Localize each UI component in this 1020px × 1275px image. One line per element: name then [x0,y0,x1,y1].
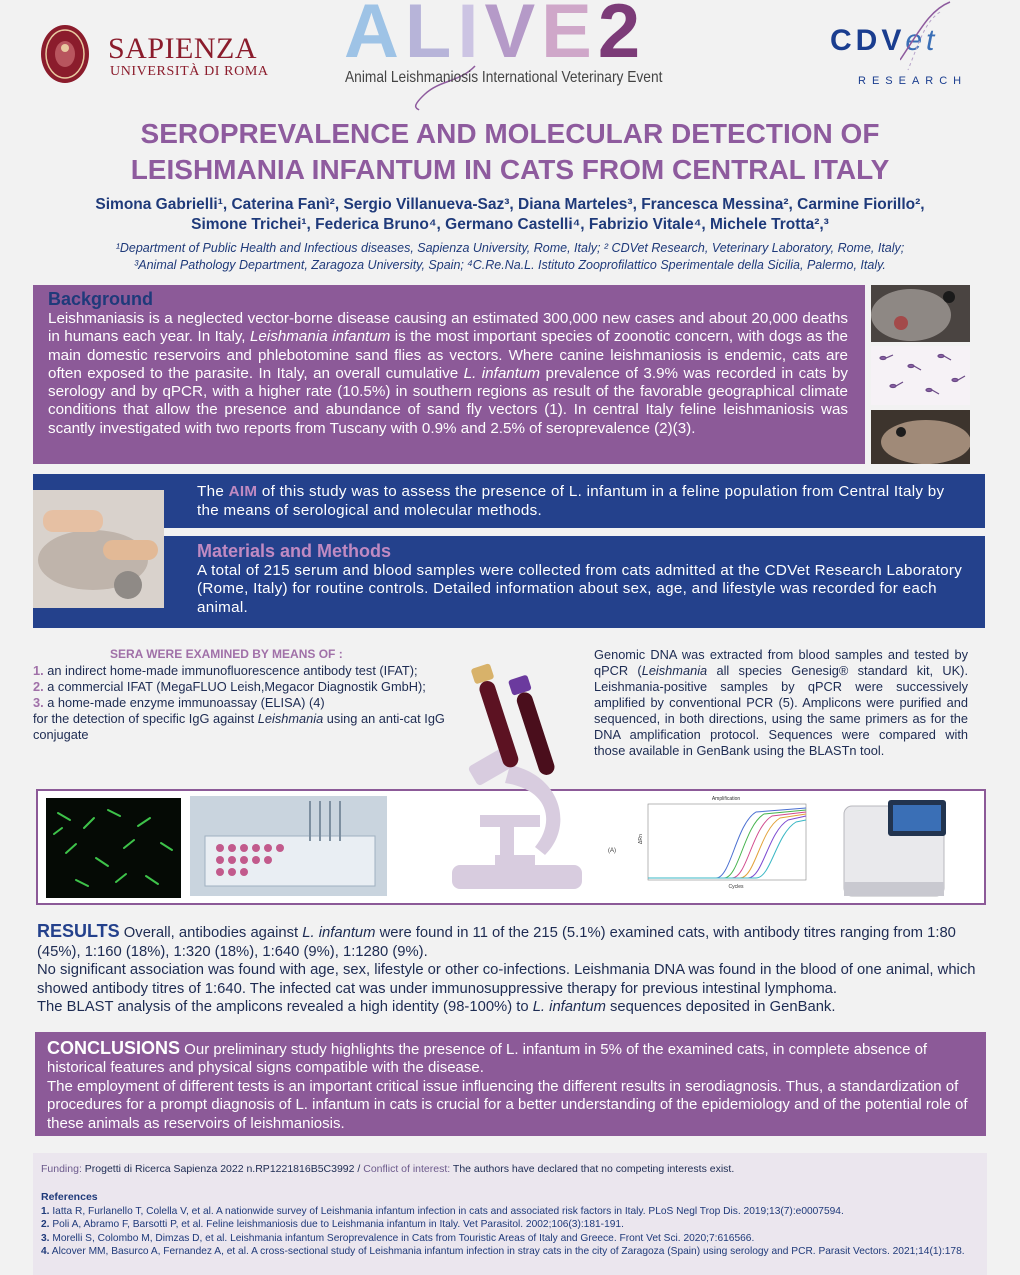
blood-sampling-photo [33,490,164,608]
blood-tubes-icon [468,655,568,785]
affiliations: ¹Department of Public Health and Infectious diseases, Sapienza University, Rome, Italy; ² CDVet Research, Veterinary Laboratory, Rome, Italy; ³Animal Pathology Department, Zaragoza University, Spain; ⁴C.Re.Na.L. Istituto Zooprofilattico Sperimentale della Sicilia, Palermo, Italy. [115,241,905,272]
sera-heading: SERA WERE EXAMINED BY MEANS OF : [110,647,343,661]
list-item: 3. a home-made enzyme immunoassay (ELISA) (4) [33,695,325,710]
list-item: 2. a commercial IFAT (MegaFLUO Leish,Megacor Diagnostik GmbH); [33,679,426,694]
references-heading: References [41,1191,98,1203]
qpcr-amplification-plot [606,794,816,894]
alive2-logo: ALIVE2 [344,0,647,74]
sapienza-subtitle: UNIVERSITÀ DI ROMA [110,64,269,79]
results-section: RESULTS Overall, antibodies against L. infantum were found in 11 of the 215 (5.1%) examined cats, with antibody titres ranging from 1:80 (45%), 1:160 (18%), 1:320 (18%), 1:640 (9%), 1:1280 (9%). No significant association was found with age, sex, lifestyle or other co-infections. Leishmania DNA was found in the blood of one animal, which showed antibody titres of 1:640. The infected cat was under immunosuppressive therapy for previous intestinal lymphoma. The BLAST analysis of the amplicons revealed a high identity (98-100%) to L. infantum sequences deposited in GenBank. [37,922,987,1017]
results-heading: RESULTS [37,921,120,941]
sapienza-name: SAPIENZA [108,32,258,65]
cdvet-subtitle: RESEARCH [858,75,968,87]
list-item: 1. Iatta R, Furlanello T, Colella V, et al. A nationwide survey of Leishmania infantum infection in cats and associated risk factors in Italy. PLoS Negl Trop Dis. 2019;13(7):e0007594. [41,1206,844,1217]
list-item: 1. an indirect home-made immunofluorescence antibody test (IFAT); [33,663,418,678]
methods-heading: Materials and Methods [197,541,392,561]
background-heading: Background [48,289,154,309]
ifat-micrograph [46,798,181,898]
sapienza-seal-logo [40,24,90,84]
elisa-plate-photo [190,796,387,896]
list-item: 3. Morelli S, Colombo M, Dimzas D, et al. Leishmania infantum Seroprevalence in Cats from Touristic Areas of Italy and Greece. Front Vet Sci. 2020;7:616566. [41,1232,755,1244]
qpcr-instrument-photo [838,796,950,900]
references-list [41,1205,971,1259]
plot-title: Amplification [711,796,741,802]
sera-list [33,663,473,743]
panel-label: (A) [608,848,616,854]
parasite-micrograph [871,346,970,405]
conclusions-section: CONCLUSIONS Our preliminary study highlights the presence of L. infantum in 5% of the examined cats, in complete absence of historical features and physical signs compatible with the disease. The employment of different tests is an important critical issue influencing the different results in serodiagnosis. Thus, a standardization of procedures for a prompt diagnosis of L. infantum in cats is crucial for a better understanding of the epidemiology and of the potential role of these animals as reservoirs of leishmaniosis. [47,1038,968,1132]
cdvet-swirl-icon [900,0,960,85]
plot-xlabel: Cycles [728,884,744,890]
conclusions-heading: CONCLUSIONS [47,1038,181,1058]
plot-ylabel: ΔRn [638,834,644,844]
poster-title: SEROPREVALENCE AND MOLECULAR DETECTION OF LEISHMANIA INFANTUM IN CATS FROM CENTRAL ITALY [130,118,890,185]
funding-line: Funding: Progetti di Ricerca Sapienza 2022 n.RP1221816B5C3992 / Conflict of interest: The authors have declared that no competing interests exist. [41,1163,735,1175]
aim-text: The AIM of this study was to assess the presence of L. infantum in a feline population from Central Italy by the means of serological and molecular methods. [197,483,945,519]
background-text: Leishmaniasis is a neglected vector-borne disease causing an estimated 300,000 new cases and about 20,000 deaths in humans each year. In Italy, Leishmania infantum is the most important species of zoonotic concern, with dogs as the main domestic reservoirs and phlebotomine sand flies as vectors. Where canine leishmaniosis is endemic, cats are often exposed to the parasite. In Italy, an overall cumulative L. infantum prevalence of 3.9% was recorded in cats by serology and by qPCR, with a higher rate (10.5%) in southern regions as result of the favorable geographical climate conditions that allow the presence and abundance of sand fly vectors (1). In central Italy feline leishmaniosis was scantly investigated with two reports from Tuscany with 0.9% and 2.5% of seroprevalence (2)(3). [48,310,848,437]
cat-face-photo [871,410,970,464]
event-subtitle: Animal Leishmaniosis International Veterinary Event [345,69,663,86]
cdvet-logo: CDVet [830,24,939,57]
list-item: 4. Alcover MM, Basurco A, Fernandez A, et al. A cross-sectional study of Leishmania infantum infection in stray cats in the city of Zaragoza (Spain) using serology and PCR. Parasit Vectors. 2021;14(1):178. [41,1246,965,1258]
results-text-2: No significant association was found with age, sex, lifestyle or other co-infections. Leishmania DNA was found in the blood of one animal, which showed antibody titres of 1:640. The infected cat was under immunosuppressive therapy for previous intestinal lymphoma. [37,962,976,997]
authors: Simona Gabrielli¹, Caterina Fanì², Sergio Villanueva-Saz³, Diana Marteles³, Francesca Messina², Carmine Fiorillo², Simone Trichei¹, Federica Bruno⁴, Germano Castelli⁴, Fabrizio Vitale⁴, Michele Trotta²,³ [95,196,925,233]
list-item: 2. Poli A, Abramo F, Barsotti P, et al. Feline leishmaniosis due to Leishmania infantum in Italy. Vet Parasitol. 2002;106(3):181-191. [41,1219,624,1231]
methods-text: A total of 215 serum and blood samples were collected from cats admitted at the CDVet Research Laboratory (Rome, Italy) for routine controls. Detailed information about sex, age, and lifestyle was recorded for each animal. [197,562,963,616]
cat-lesion-photo [871,285,970,342]
list-item: for the detection of specific IgG against Leishmania using an anti-cat IgG conjugate [33,711,445,742]
dna-text: Genomic DNA was extracted from blood samples and tested by qPCR (Leishmania all species Genesig® standard kit, UK). Leishmania-positive samples by qPCR were successively amplified by conventional PCR (5). Amplicons were purified and sequenced, in both directions, using the same primers as for the DNA amplification protocol. Sequences were compared with those available in GenBank using the BLASTn tool. [594,647,968,758]
